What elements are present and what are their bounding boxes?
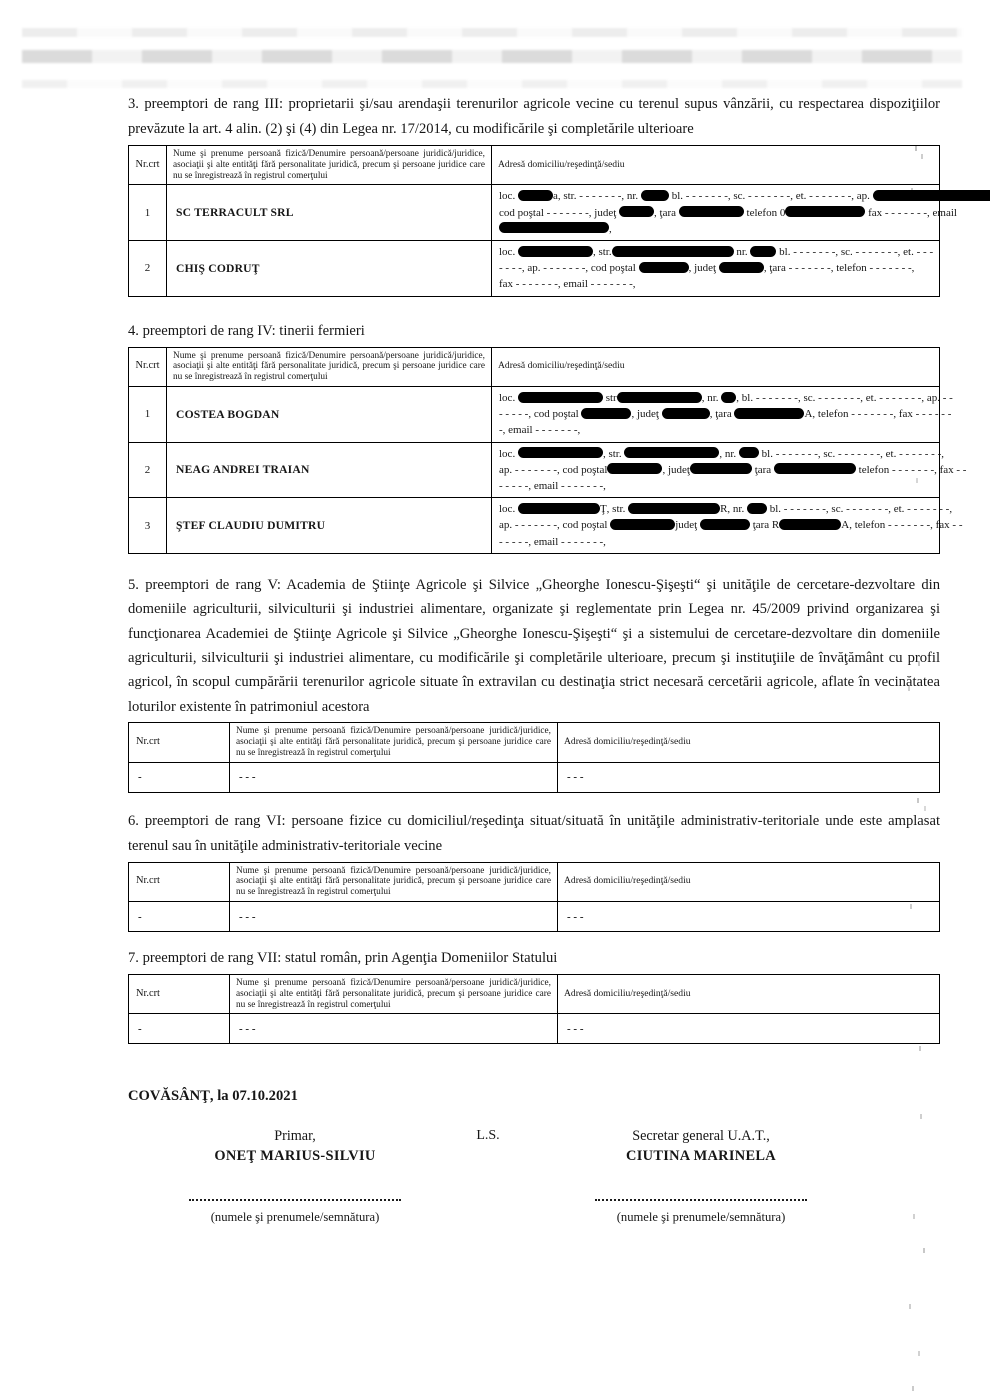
table-row (129, 902, 940, 932)
section-6-title: 6. preemptori de rang VI: persoane fizice cu domiciliul/reşedinţa situat/situată în unităţile administrativ-teritoriale unde este amplasat terenul sau în unităţile administrativ-teritoriale vecine (128, 812, 940, 854)
preemptor-name: SC TERRACULT SRL (167, 185, 492, 241)
table-row (129, 387, 940, 443)
redaction-bar (607, 463, 662, 474)
col-header-address: Adresă domiciliu/reşedinţă/sediu (558, 723, 940, 762)
redaction-bar (750, 246, 776, 257)
table-header-row (129, 975, 940, 1014)
preemptor-name: CHIŞ CODRUŢ (167, 241, 492, 297)
row-number: - (129, 1014, 230, 1044)
document-content (128, 0, 967, 1308)
redaction-bar (739, 447, 759, 458)
redaction-bar (581, 408, 631, 419)
redaction-bar (518, 503, 600, 514)
section-7-title: 7. preemptori de rang VII: statul român, prin Agenţia Domeniilor Statului (128, 950, 558, 967)
redaction-bar (719, 262, 764, 273)
preemptor-address: loc. Ţ, str. R, nr. bl. - - - - - - -, sc. - - - - - - -, et. - - - - - - -, ap. - - - - - - -, cod poştal judeţ ţara R A, telefon - - - - - - -, fax - - - - - - -, email - - - - - - -, (492, 498, 940, 554)
redaction-bar (619, 206, 654, 217)
redaction-bar (610, 519, 675, 530)
place-and-date: COVĂSÂNŢ, la 07.10.2021 (128, 1088, 298, 1105)
col-header-address: Adresă domiciliu/reşedinţă/sediu (558, 862, 940, 901)
preemptor-address: loc. str , nr. , bl. - - - - - - -, sc. - - - - - - -, et. - - - - - - -, ap. - - - - - - -, cod poştal , judeţ , ţara A, telefon - - - - - - -, fax - - - - - - -, email - - - - - - -, (492, 387, 940, 443)
signature-line (189, 1199, 401, 1201)
section-4-title: 4. preemptori de rang IV: tinerii fermieri (128, 322, 365, 339)
seal-placeholder: L.S. (476, 1128, 500, 1144)
redaction-bar (518, 447, 603, 458)
redaction-bar (499, 222, 609, 233)
col-header-name: Nume şi prenume persoană fizică/Denumire persoană/persoane juridică/juridice, asociaţii şi alte entităţi fără personalitate juridică, precum şi persoane juridice care nu se înregistrează în registrul comerţului (230, 975, 558, 1014)
section-5-title: 5. preemptori de rang V: Academia de Ştiinţe Agricole şi Silvice „Gheorghe Ionescu-Şişeşti“ şi unităţile de cercetare-dezvoltare din domeniile agriculturii, silviculturii şi industriei alimentare, organizate şi reglementate prin Legea nr. 45/2009 privind organizarea şi funcţionarea Academiei de Ştiinţe Agricole şi Silvice „Gheorghe Ionescu-Şişeşti“ şi a sistemului de cercetare-dezvoltare din domeniile agriculturii, silviculturii şi industriei alimentare, cu modificările şi completările ulterioare, precum şi instituţiile de învăţământ cu profil agricol, în scopul cumpărării terenurilor agricole situate în extravilan cu destinaţia strict necesară cercetării agricole, aflate în vecinătatea loturilor existente în patrimoniul acestora (128, 576, 940, 715)
rank-4-preemptors-table (128, 347, 967, 554)
mayor-name: ONEŢ MARIUS-SILVIU (214, 1148, 376, 1165)
table-header-row (129, 146, 940, 185)
table-row (129, 442, 940, 498)
signature-note: (numele şi prenumele/semnătura) (210, 1210, 380, 1225)
redaction-bar (734, 408, 804, 419)
mayor-role-label: Primar, (274, 1128, 316, 1145)
redaction-bar (612, 246, 734, 257)
table-row (129, 762, 940, 792)
col-header-address: Adresă domiciliu/reşedinţă/sediu (492, 347, 940, 386)
rank-7-preemptors-table (128, 974, 940, 1044)
col-header-nr: Nr.crt (129, 347, 167, 386)
preemptor-address: - - - (558, 1014, 940, 1044)
preemptor-address: loc. a, str. - - - - - - -, nr. bl. - - - - - - -, sc. - - - - - - -, et. - - - - - - -, ap. cod poştal - - - - - - -, judeţ , ţara telefon 0 fax - - - - - - -, email , (492, 185, 940, 241)
rank-5-preemptors-table (128, 722, 940, 792)
col-header-name: Nume şi prenume persoană fizică/Denumire persoană/persoane juridică/juridice, asociaţii şi alte entităţi fără personalitate juridică, precum şi persoane juridice care nu se înregistrează în registrul comerţului (230, 723, 558, 762)
col-header-address: Adresă domiciliu/reşedinţă/sediu (558, 975, 940, 1014)
secretary-role-label: Secretar general U.A.T., (632, 1128, 770, 1145)
table-row (129, 1014, 940, 1044)
table-row (129, 241, 940, 297)
row-number: 1 (129, 185, 167, 241)
col-header-nr: Nr.crt (129, 146, 167, 185)
row-number: - (129, 902, 230, 932)
redaction-bar (721, 392, 736, 403)
preemptor-address: loc. , str. nr. bl. - - - - - - -, sc. - - - - - - -, et. - - - - - - -, ap. - - - - - - -, cod poştal , judeţ , ţara - - - - - - -, telefon - - - - - - -, fax - - - - - - -, email - - - - - - -, (492, 241, 940, 297)
redaction-bar (690, 463, 752, 474)
col-header-name: Nume şi prenume persoană fizică/Denumire persoană/persoane juridică/juridice, asociaţii şi alte entităţi fără personalitate juridică, precum şi persoane juridice care nu se înregistrează în registrul comerţului (230, 862, 558, 901)
preemptor-address: - - - (558, 902, 940, 932)
redaction-bar (700, 519, 750, 530)
redaction-bar (679, 206, 744, 217)
redaction-bar (518, 246, 593, 257)
preemptor-name: ŞTEF CLAUDIU DUMITRU (167, 498, 492, 554)
rank-6-preemptors-table (128, 862, 940, 932)
redaction-bar (641, 190, 669, 201)
section-3-title: 3. preemptori de rang III: proprietarii şi/sau arendaşii terenurilor agricole vecine cu terenul supus vânzării, cu respectarea dispoziţiilor prevăzute la art. 4 alin. (2) şi (4) din Legea nr. 17/2014, cu modificările şi completările ulterioare (128, 96, 940, 137)
redaction-bar (785, 206, 865, 217)
preemptor-name: - - - (230, 1014, 558, 1044)
col-header-address: Adresă domiciliu/reşedinţă/sediu (492, 146, 940, 185)
redaction-bar (617, 392, 702, 403)
col-header-nr: Nr.crt (129, 862, 230, 901)
preemptor-name: NEAG ANDREI TRAIAN (167, 442, 492, 498)
redaction-bar (639, 262, 689, 273)
table-header-row (129, 862, 940, 901)
table-row (129, 185, 940, 241)
row-number: - (129, 762, 230, 792)
redaction-bar (774, 463, 856, 474)
signature-note: (numele şi prenumele/semnătura) (616, 1210, 786, 1225)
col-header-nr: Nr.crt (129, 723, 230, 762)
preemptor-name: - - - (230, 902, 558, 932)
mayor-signature-block (180, 1128, 410, 1225)
preemptor-name: COSTEA BOGDAN (167, 387, 492, 443)
redaction-bar (628, 503, 720, 514)
row-number: 3 (129, 498, 167, 554)
preemptor-address: - - - (558, 762, 940, 792)
signature-section (128, 1088, 940, 1308)
table-header-row (129, 723, 940, 762)
row-number: 2 (129, 241, 167, 297)
redaction-bar (518, 392, 603, 403)
redaction-bar (624, 447, 719, 458)
secretary-name: CIUTINA MARINELA (626, 1148, 776, 1165)
row-number: 2 (129, 442, 167, 498)
col-header-nr: Nr.crt (129, 975, 230, 1014)
table-header-row (129, 347, 940, 386)
col-header-name: Nume şi prenume persoană fizică/Denumire persoană/persoane juridică/juridice, asociaţii şi alte entităţi fără personalitate juridică, precum şi persoane juridice care nu se înregistrează în registrul comerţului (167, 146, 492, 185)
rank-3-preemptors-table (128, 145, 957, 297)
table-row (129, 498, 940, 554)
redaction-bar (747, 503, 767, 514)
redaction-bar (662, 408, 710, 419)
preemptor-address: loc. , str. , nr. bl. - - - - - - -, sc. - - - - - - -, et. - - - - - - -, ap. - - - - - - -, cod poştal , judeţ ţara telefon - - - - - - -, fax - - - - - - -, email - - - - - - -, (492, 442, 940, 498)
secretary-signature-block (586, 1128, 816, 1225)
signature-line (595, 1199, 807, 1201)
redaction-bar (873, 190, 990, 201)
redaction-bar (779, 519, 841, 530)
col-header-name: Nume şi prenume persoană fizică/Denumire persoană/persoane juridică/juridice, asociaţii şi alte entităţi fără personalitate juridică, precum şi persoane juridice care nu se înregistrează în registrul comerţului (167, 347, 492, 386)
redaction-bar (518, 190, 553, 201)
row-number: 1 (129, 387, 167, 443)
preemptor-name: - - - (230, 762, 558, 792)
